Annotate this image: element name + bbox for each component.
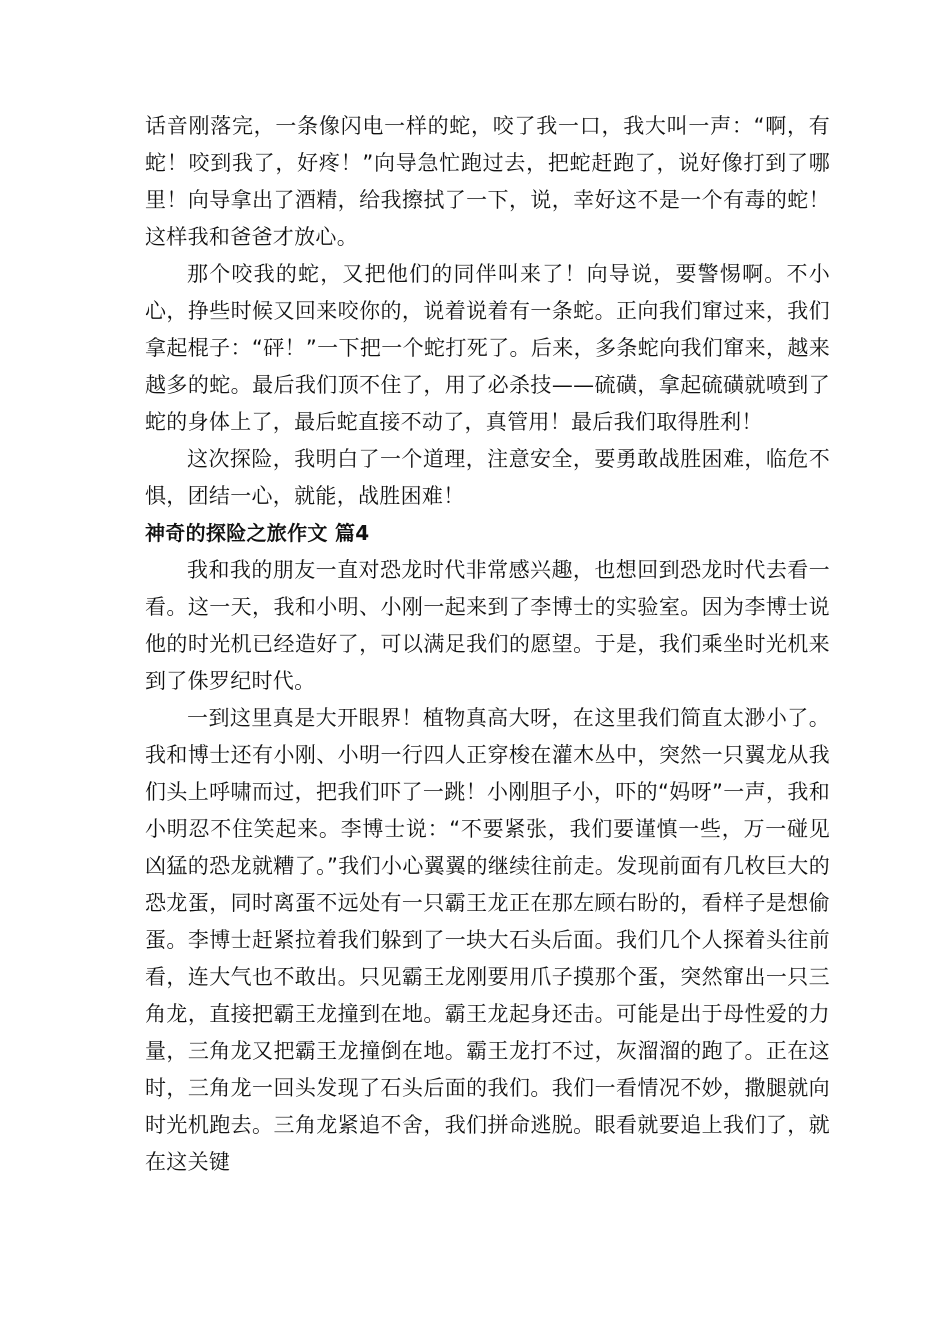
paragraph: 这次探险，我明白了一个道理，注意安全，要勇敢战胜困难，临危不惧，团结一心，就能，战胜困难！ xyxy=(145,447,830,508)
section-heading: 神奇的探险之旅作文 篇4 xyxy=(145,521,370,545)
paragraph: 我和我的朋友一直对恐龙时代非常感兴趣，也想回到恐龙时代去看一看。这一天，我和小明、小刚一起来到了李博士的实验室。因为李博士说他的时光机已经造好了，可以满足我们的愿望。于是，我们乘坐时光机来到了侏罗纪时代。 xyxy=(145,558,830,693)
paragraph: 话音刚落完，一条像闪电一样的蛇，咬了我一口，我大叫一声：“啊，有蛇！咬到我了，好疼！”向导急忙跑过去，把蛇赶跑了，说好像打到了哪里！向导拿出了酒精，给我擦拭了一下，说，幸好这不是一个有毒的蛇！这样我和爸爸才放心。 xyxy=(145,114,830,249)
paragraph: 那个咬我的蛇，又把他们的同伴叫来了！向导说，要警惕啊。不小心，挣些时候又回来咬你的，说着说着有一条蛇。正向我们窜过来，我们拿起棍子：“砰！”一下把一个蛇打死了。后来，多条蛇向我们窜来，越来越多的蛇。最后我们顶不住了，用了必杀技——硫磺，拿起硫磺就喷到了蛇的身体上了，最后蛇直接不动了，真管用！最后我们取得胜利！ xyxy=(145,262,830,434)
document-page xyxy=(145,108,830,1181)
paragraph: 一到这里真是大开眼界！植物真高大呀，在这里我们简直太渺小了。我和博士还有小刚、小明一行四人正穿梭在灌木丛中，突然一只翼龙从我们头上呼啸而过，把我们吓了一跳！小刚胆子小，吓的“妈呀”一声，我和小明忍不住笑起来。李博士说：“不要紧张，我们要谨慎一些，万一碰见凶猛的恐龙就糟了。”我们小心翼翼的继续往前走。发现前面有几枚巨大的恐龙蛋，同时离蛋不远处有一只霸王龙正在那左顾右盼的，看样子是想偷蛋。李博士赶紧拉着我们躲到了一块大石头后面。我们几个人探着头往前看，连大气也不敢出。只见霸王龙刚要用爪子摸那个蛋，突然窜出一只三角龙，直接把霸王龙撞到在地。霸王龙起身还击。可能是出于母性爱的力量，三角龙又把霸王龙撞倒在地。霸王龙打不过，灰溜溜的跑了。正在这时，三角龙一回头发现了石头后面的我们。我们一看情况不妙，撒腿就向时光机跑去。三角龙紧追不舍，我们拼命逃脱。眼看就要追上我们了，就在这关键 xyxy=(145,706,830,1174)
